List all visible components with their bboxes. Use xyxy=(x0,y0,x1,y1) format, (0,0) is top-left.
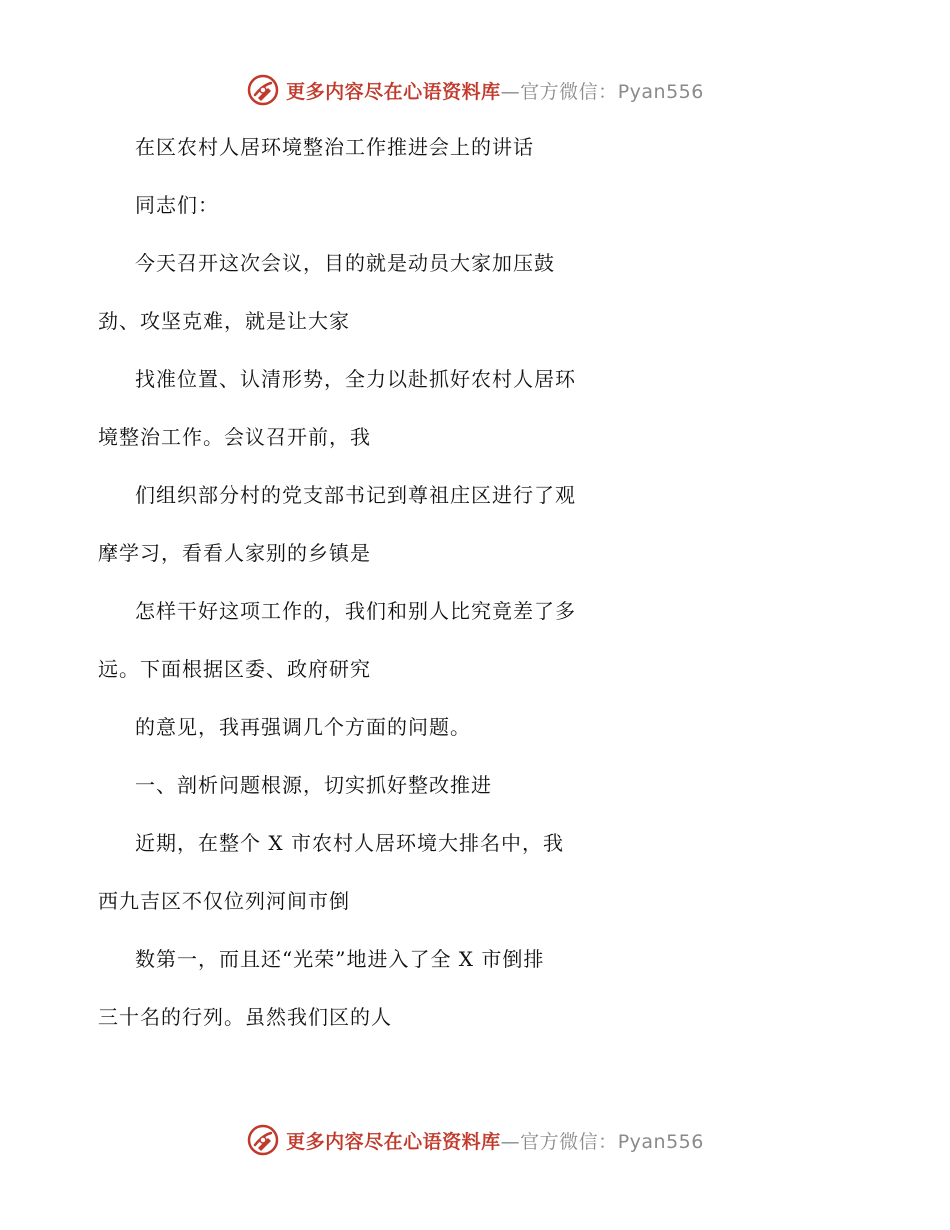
book-pen-logo-icon xyxy=(246,1123,280,1157)
paragraph-line: 近期，在整个 X 市农村人居环境大排名中，我 xyxy=(135,831,564,855)
paragraph-line: 西九吉区不仅位列河间市倒 xyxy=(98,889,350,913)
watermark-wechat-label: 官方微信： xyxy=(520,1130,618,1153)
watermark-wechat-id: Pyan556 xyxy=(617,1130,704,1153)
watermark-text xyxy=(286,77,704,104)
watermark-text xyxy=(286,1127,704,1154)
paragraph-line: 劲、攻坚克难，就是让大家 xyxy=(98,309,350,333)
paragraph-line: 的意见，我再强调几个方面的问题。 xyxy=(135,715,471,739)
document-title: 在区农村人居环境整治工作推进会上的讲话 xyxy=(135,135,534,159)
paragraph-line: 远。下面根据区委、政府研究 xyxy=(98,657,371,681)
footer-watermark xyxy=(0,1120,950,1160)
section-heading: 一、剖析问题根源，切实抓好整改推进 xyxy=(135,773,492,797)
book-pen-logo-icon xyxy=(246,73,280,107)
watermark-wechat-id: Pyan556 xyxy=(617,80,704,103)
watermark-dash: — xyxy=(500,80,521,103)
paragraph-line: 数第一，而且还“光荣”地进入了全 X 市倒排 xyxy=(135,947,545,971)
paragraph-line: 摩学习，看看人家别的乡镇是 xyxy=(98,541,371,565)
watermark-brand: 更多内容尽在心语资料库 xyxy=(286,80,501,103)
paragraph-line: 境整治工作。会议召开前，我 xyxy=(98,425,371,449)
paragraph-line: 们组织部分村的党支部书记到尊祖庄区进行了观 xyxy=(135,483,576,507)
paragraph-line: 今天召开这次会议，目的就是动员大家加压鼓 xyxy=(135,251,555,275)
salutation: 同志们： xyxy=(135,193,219,217)
paragraph-line: 找准位置、认清形势，全力以赴抓好农村人居环 xyxy=(135,367,576,391)
paragraph-line: 怎样干好这项工作的，我们和别人比究竟差了多 xyxy=(135,599,576,623)
watermark-wechat-label: 官方微信： xyxy=(520,80,618,103)
document-body xyxy=(0,118,950,1046)
header-watermark xyxy=(0,70,950,110)
watermark-dash: — xyxy=(500,1130,521,1153)
paragraph-line: 三十名的行列。虽然我们区的人 xyxy=(98,1005,392,1029)
watermark-brand: 更多内容尽在心语资料库 xyxy=(286,1130,501,1153)
